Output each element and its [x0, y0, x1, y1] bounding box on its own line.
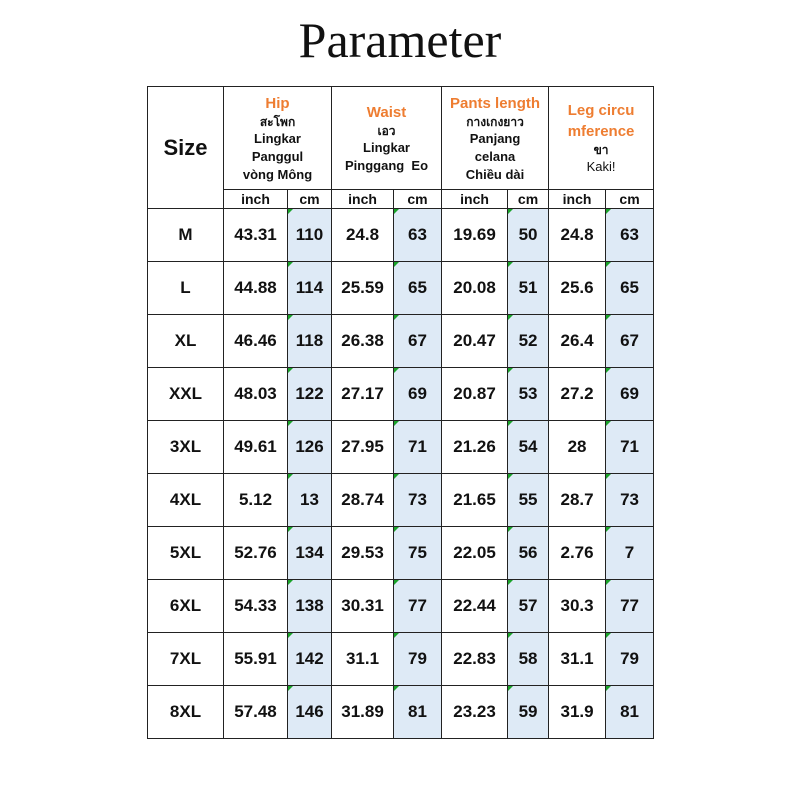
cm-value-cell: 54: [508, 421, 549, 474]
hip-header: [224, 87, 332, 190]
size-cell: 4XL: [148, 474, 224, 527]
inch-value-cell: 27.17: [332, 368, 394, 421]
cm-value-cell: 59: [508, 686, 549, 739]
cm-value-cell: 126: [288, 421, 332, 474]
cm-value-cell: 56: [508, 527, 549, 580]
inch-value-cell: 44.88: [224, 262, 288, 315]
cm-value-cell: 142: [288, 633, 332, 686]
waist-header-thai: เอว: [377, 123, 396, 138]
inch-value-cell: 28.7: [549, 474, 606, 527]
hip-header-line: Panggul: [251, 148, 304, 164]
cm-value-cell: 67: [606, 315, 654, 368]
cm-value-cell: 65: [394, 262, 442, 315]
inch-value-cell: 21.65: [442, 474, 508, 527]
table-row: [148, 421, 654, 474]
inch-value-cell: 30.3: [549, 580, 606, 633]
inch-value-cell: 24.8: [549, 209, 606, 262]
cm-value-cell: 51: [508, 262, 549, 315]
table-body: [148, 209, 654, 739]
inch-value-cell: 26.4: [549, 315, 606, 368]
cm-value-cell: 81: [606, 686, 654, 739]
unit-cell: inch: [549, 190, 606, 209]
waist-header-label: Waist: [366, 103, 407, 121]
size-cell: L: [148, 262, 224, 315]
inch-value-cell: 55.91: [224, 633, 288, 686]
inch-value-cell: 28.74: [332, 474, 394, 527]
inch-value-cell: 22.44: [442, 580, 508, 633]
inch-value-cell: 26.38: [332, 315, 394, 368]
size-chart-table: [147, 86, 654, 739]
inch-value-cell: 28: [549, 421, 606, 474]
inch-value-cell: 21.26: [442, 421, 508, 474]
size-cell: XXL: [148, 368, 224, 421]
cm-value-cell: 79: [606, 633, 654, 686]
pants-length-header-line: celana: [474, 148, 516, 164]
leg-circumference-header-label: Leg circumference: [567, 102, 635, 140]
inch-value-cell: 22.05: [442, 527, 508, 580]
hip-header-thai: สะโพก: [259, 114, 296, 129]
hip-header-line: vòng Mông: [242, 166, 313, 182]
table-row: [148, 474, 654, 527]
cm-value-cell: 69: [394, 368, 442, 421]
cm-value-cell: 77: [606, 580, 654, 633]
cm-value-cell: 77: [394, 580, 442, 633]
cm-value-cell: 63: [606, 209, 654, 262]
inch-value-cell: 20.87: [442, 368, 508, 421]
unit-cell: cm: [288, 190, 332, 209]
size-cell: 5XL: [148, 527, 224, 580]
cm-value-cell: 57: [508, 580, 549, 633]
inch-value-cell: 23.23: [442, 686, 508, 739]
inch-value-cell: 31.9: [549, 686, 606, 739]
inch-value-cell: 43.31: [224, 209, 288, 262]
cm-value-cell: 7: [606, 527, 654, 580]
cm-value-cell: 134: [288, 527, 332, 580]
cm-value-cell: 50: [508, 209, 549, 262]
pants-length-header-line: Chiều dài: [465, 166, 525, 182]
cm-value-cell: 69: [606, 368, 654, 421]
inch-value-cell: 2.76: [549, 527, 606, 580]
inch-value-cell: 22.83: [442, 633, 508, 686]
table-row: [148, 580, 654, 633]
cm-value-cell: 75: [394, 527, 442, 580]
inch-value-cell: 48.03: [224, 368, 288, 421]
table-row: [148, 368, 654, 421]
pants-length-header-line: Panjang: [469, 130, 521, 146]
cm-value-cell: 55: [508, 474, 549, 527]
size-cell: 3XL: [148, 421, 224, 474]
unit-cell: inch: [332, 190, 394, 209]
cm-value-cell: 63: [394, 209, 442, 262]
pants-length-header: [442, 87, 549, 190]
unit-cell: cm: [606, 190, 654, 209]
inch-value-cell: 27.95: [332, 421, 394, 474]
inch-value-cell: 46.46: [224, 315, 288, 368]
cm-value-cell: 138: [288, 580, 332, 633]
size-header: Size: [148, 87, 224, 209]
cm-value-cell: 67: [394, 315, 442, 368]
cm-value-cell: 73: [606, 474, 654, 527]
inch-value-cell: 20.08: [442, 262, 508, 315]
leg-circumference-header: [549, 87, 654, 190]
table-row: [148, 633, 654, 686]
cm-value-cell: 110: [288, 209, 332, 262]
cm-value-cell: 65: [606, 262, 654, 315]
hip-header-line: Lingkar: [254, 130, 301, 146]
unit-cell: inch: [442, 190, 508, 209]
cm-value-cell: 79: [394, 633, 442, 686]
cm-value-cell: 71: [606, 421, 654, 474]
table-row: [148, 527, 654, 580]
table-row: [148, 262, 654, 315]
inch-value-cell: 29.53: [332, 527, 394, 580]
inch-value-cell: 19.69: [442, 209, 508, 262]
pants-length-header-thai: กางเกงยาว: [466, 114, 524, 129]
leg-circumference-header-line: Kaki!: [586, 159, 616, 174]
inch-value-cell: 25.59: [332, 262, 394, 315]
table-row: [148, 686, 654, 739]
cm-value-cell: 81: [394, 686, 442, 739]
cm-value-cell: 114: [288, 262, 332, 315]
waist-header-line: Lingkar: [363, 139, 410, 155]
inch-value-cell: 25.6: [549, 262, 606, 315]
inch-value-cell: 52.76: [224, 527, 288, 580]
cm-value-cell: 122: [288, 368, 332, 421]
inch-value-cell: 31.1: [549, 633, 606, 686]
waist-header: [332, 87, 442, 190]
inch-value-cell: 24.8: [332, 209, 394, 262]
unit-cell: inch: [224, 190, 288, 209]
table-row: [148, 315, 654, 368]
table-row: [148, 209, 654, 262]
size-cell: 7XL: [148, 633, 224, 686]
cm-value-cell: 73: [394, 474, 442, 527]
unit-row: [148, 190, 654, 209]
inch-value-cell: 54.33: [224, 580, 288, 633]
inch-value-cell: 31.1: [332, 633, 394, 686]
cm-value-cell: 52: [508, 315, 549, 368]
cm-value-cell: 13: [288, 474, 332, 527]
inch-value-cell: 5.12: [224, 474, 288, 527]
header-row: [148, 87, 654, 190]
pants-length-header-label: Pants length: [450, 94, 541, 112]
inch-value-cell: 31.89: [332, 686, 394, 739]
page-title: Parameter: [298, 12, 502, 68]
inch-value-cell: 20.47: [442, 315, 508, 368]
cm-value-cell: 146: [288, 686, 332, 739]
leg-circumference-header-thai: ขา: [593, 143, 609, 157]
unit-cell: cm: [394, 190, 442, 209]
size-cell: XL: [148, 315, 224, 368]
inch-value-cell: 30.31: [332, 580, 394, 633]
inch-value-cell: 27.2: [549, 368, 606, 421]
size-cell: 8XL: [148, 686, 224, 739]
cm-value-cell: 118: [288, 315, 332, 368]
size-cell: M: [148, 209, 224, 262]
cm-value-cell: 53: [508, 368, 549, 421]
hip-header-label: Hip: [265, 94, 290, 112]
inch-value-cell: 57.48: [224, 686, 288, 739]
cm-value-cell: 71: [394, 421, 442, 474]
unit-cell: cm: [508, 190, 549, 209]
size-cell: 6XL: [148, 580, 224, 633]
cm-value-cell: 58: [508, 633, 549, 686]
waist-header-line: Pinggang Eo: [344, 157, 429, 173]
inch-value-cell: 49.61: [224, 421, 288, 474]
